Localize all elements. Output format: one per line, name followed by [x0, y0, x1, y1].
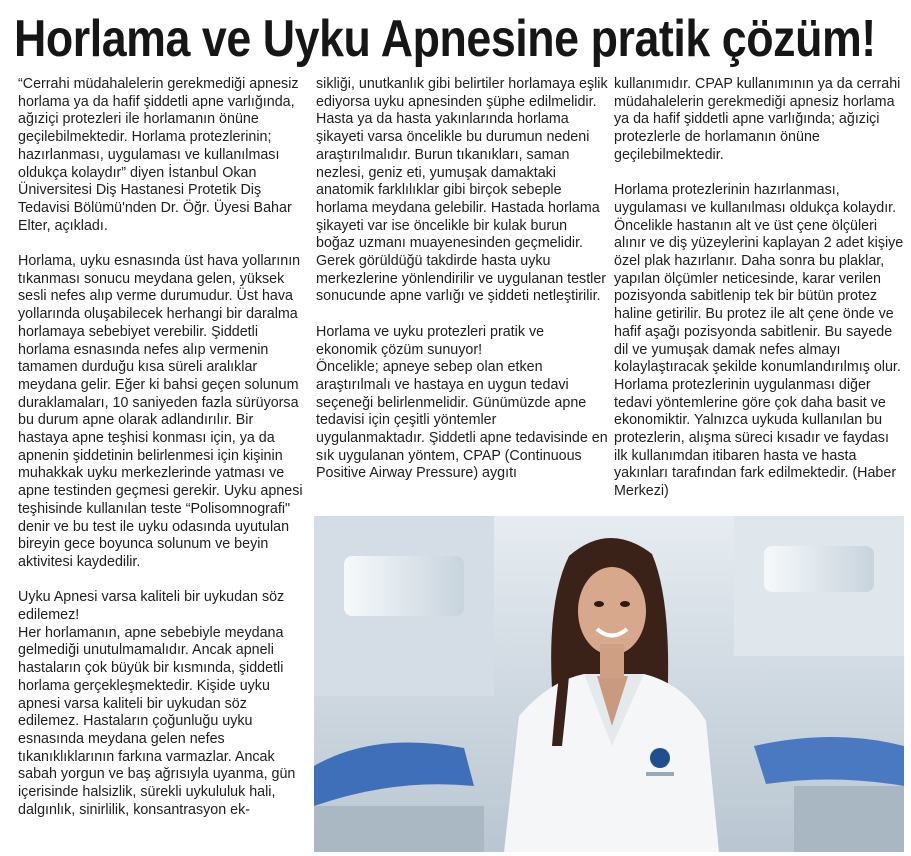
article-column-1: [18, 76, 306, 852]
article-column-3: [614, 76, 904, 516]
paragraph: Öncelikle; apneye sebep olan etken araştırılmalı ve hastaya en uygun tedavi seçeneği belirlenmelidir. Günümüzde apne tedavisi için çeşitli yöntemler uygulanmaktadır. Şiddetli apne tedavisinde en sık uygulanan yöntem, CPAP (Continuous Positive Airway Pressure) aygıtı: [316, 359, 608, 482]
article-column-2: [316, 76, 608, 516]
paragraph: sikliği, unutkanlık gibi belirtiler horlamaya eşlik ediyorsa uyku apnesinden şüphe edilmelidir. Hasta ya da hasta yakınlarında horlama şikayeti varsa öncelikle bu durumun nedeni araştırılmalıdır. Burun tıkanıkları, saman nezlesi, geniz eti, yumuşak damaktaki anatomik farklılıklar gibi birçok sebeple horlama meydana gelebilir. Hastada horlama şikayeti var ise öncelikle bir kulak burun boğaz uzmanı muayenesinden geçmelidir. Gerek görüldüğü takdirde hasta uyku merkezlerine yönlendirilir ve uygulanan testler sonucunde apne varlığı ve şiddeti netleştirilir.: [316, 76, 608, 305]
paragraph: “Cerrahi müdahalelerin gerekmediği apnesiz horlama ya da hafif şiddetli apne varlığında, ağıziçi protezleri ile horlamanın önüne geçilebilmektedir. Horlama protezlerinin; hazırlanması, uygulaması ve kullanılması oldukça kolaydır” diyen İstanbul Okan Üniversitesi Diş Hastanesi Protetik Diş Tedavisi Bölümü'nden Dr. Öğr. Üyesi Bahar Elter, açıkladı.: [18, 76, 299, 234]
paragraph: kullanımıdır. CPAP kullanımının ya da cerrahi müdahalelerin gerekmediği apnesiz horlama ya da hafif şiddetli apne varlığında; ağıziçi protezlerle de horlamanın önüne geçilebilmektedir.: [614, 76, 901, 163]
subheading: Uyku Apnesi varsa kaliteli bir uykudan söz edilemez!: [18, 589, 285, 624]
article-photo: [314, 516, 904, 852]
paragraph: Horlama, uyku esnasında üst hava yollarının tıkanması sonucu meydana gelen, yüksek sesli nefes alıp verme durumudur. Üst hava yollarında oluşabilecek herhangi bir daralma horlamaya sebebiyet verebilir. Şiddetli horlama esnasında nefes alıp vermenin tamamen durduğu kısa süreli aralıklar meydana gelir. Eğer ki bahsi geçen solunum duraklamaları, 10 saniyeden fazla sürüyorsa bu durum apne olarak adlandırılır. Bir hastaya apne teşhisi konması için, ya da apnenin şiddetinin belirlenmesi için kişinin muhakkak uyku merkezlerinde yatması ve apne testinden geçmesi gerekir. Uyku apnesi teşhisinde kullanılan teste “Polisomnografi" denir ve bu test ile uyku odasında uyutulan bireyin gece boyunca solunum ve beyin aktivitesi kaydedilir.: [18, 253, 303, 570]
paragraph: Horlama protezlerinin hazırlanması, uygulaması ve kullanılması oldukça kolaydır. Öncelikle hastanın alt ve üst çene ölçüleri alınır ve diş yüzeylerini kaplayan 2 adet kişiye özel plak hazırlanır. Daha sonra bu plaklar, yapılan ölçümler neticesinde, karar verilen pozisyonda sabitlenip tek bir bütün protez haline getirilir. Bu protez ile alt çene önde ve hafif aşağı pozisyonda sabitlenir. Bu sayede dil ve yumuşak damak nefes almayı kolaylaştıracak şekilde konumlandırılmış olur. Horlama protezlerinin uygulanması diğer tedavi yöntemlerine göre çok daha basit ve ekonomiktir. Yalnızca uykuda kullanılan bu protezlerin, alışma süreci kısadır ve faydası ilk kullanımdan itibaren hasta ve hasta yakınları tarafından fark edilmektedir. (Haber Merkezi): [614, 182, 904, 500]
subheading: Horlama ve uyku protezleri pratik ve ekonomik çözüm sunuyor!: [316, 323, 545, 358]
headline: Horlama ve Uyku Apnesine pratik çözüm!: [14, 10, 876, 68]
paragraph: Her horlamanın, apne sebebiyle meydana gelmediği unutulmamalıdır. Ancak apneli hastaların çok büyük bir kısmında, şiddetli horlama gerçekleşmektedir. Kişide uyku apnesi varsa kaliteli bir uykudan söz edilemez. Hastaların çoğunluğu uyku esnasında meydana gelen nefes tıkanıklıklarının farkına varmazlar. Ancak sabah yorgun ve baş ağrısıyla uyanma, gün içerisinde halsizlik, sürekli uykululuk hali, dalgınlık, sinirlilik, konsantrasyon ek-: [18, 624, 296, 818]
dentist-photo-illustration: [314, 516, 904, 852]
